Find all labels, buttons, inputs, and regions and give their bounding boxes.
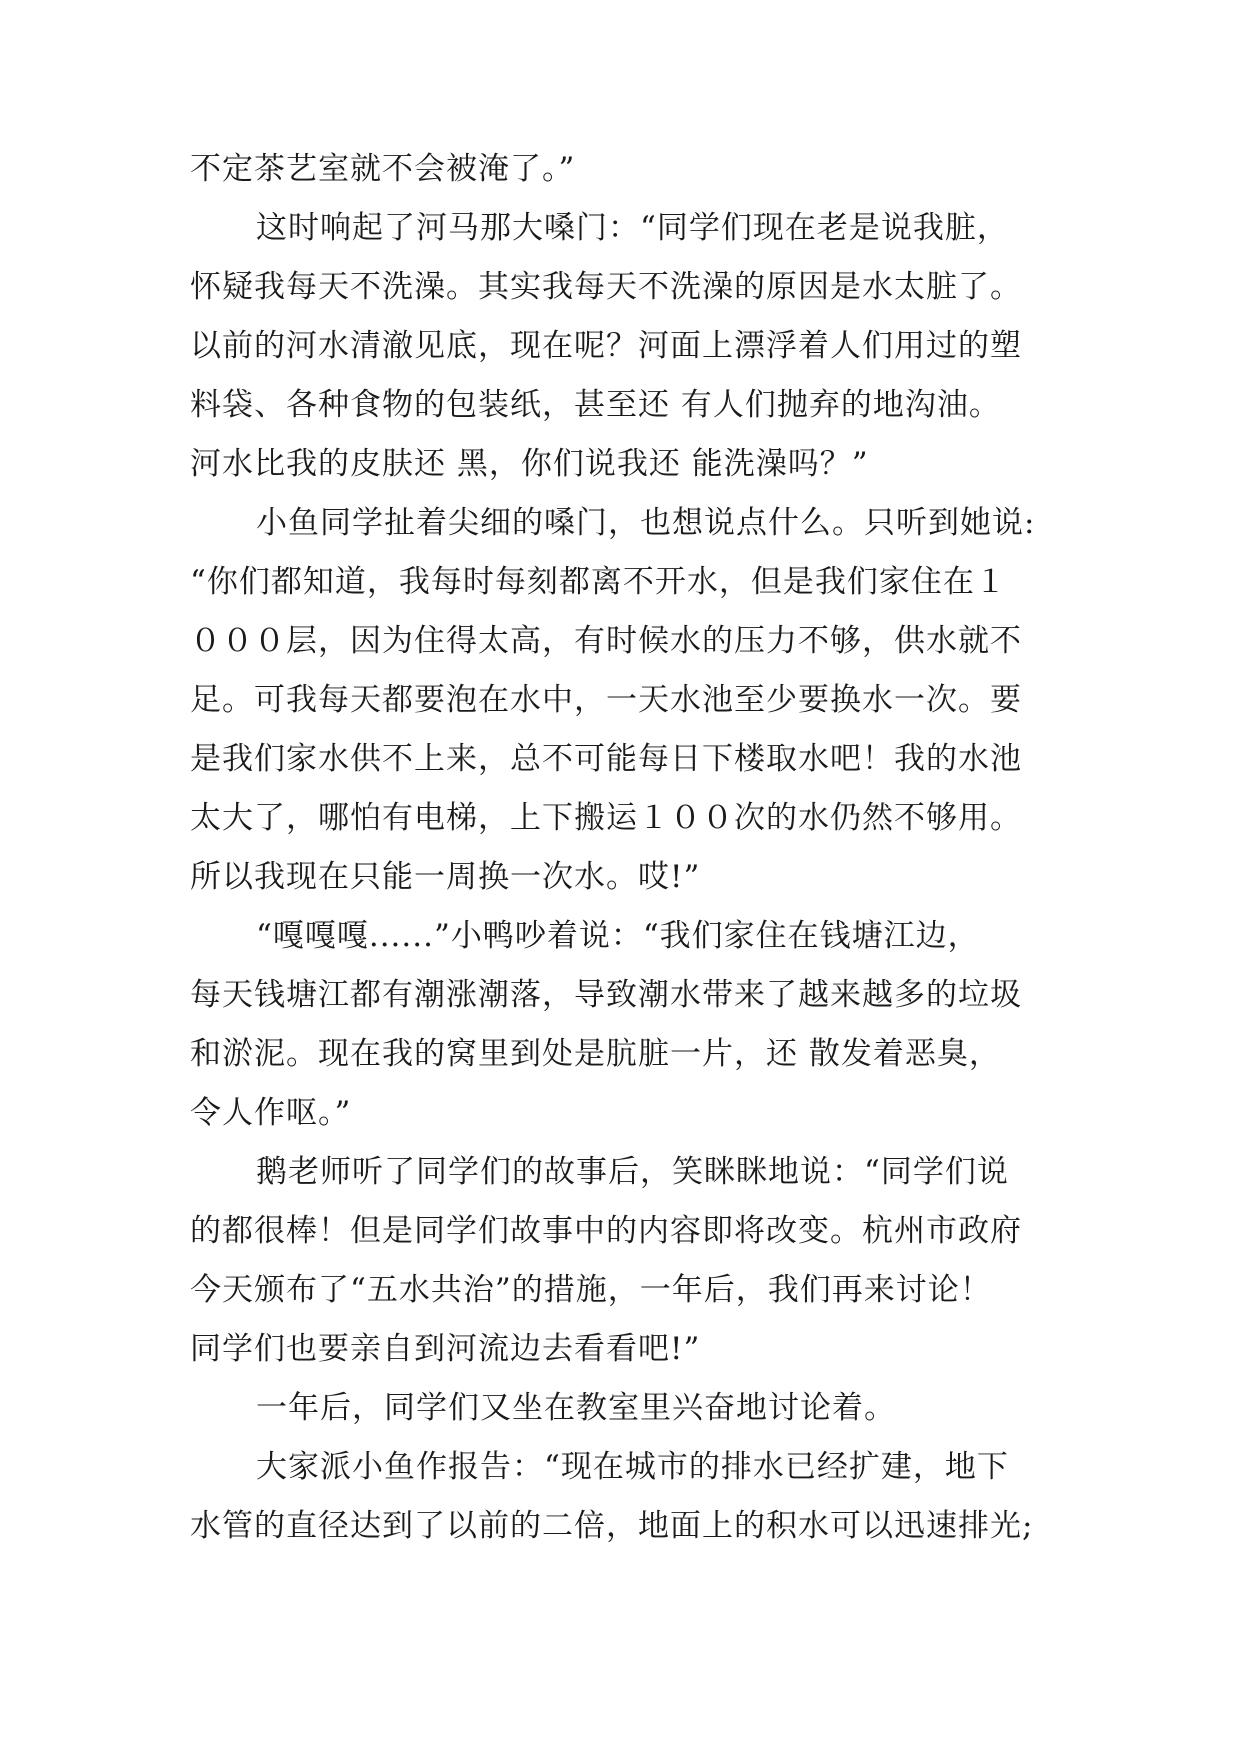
text-line: 的都很棒！但是同学们故事中的内容即将改变。杭州市政府	[190, 1213, 1022, 1249]
text-line: 今天颁布了“五水共治”的措施，一年后，我们再来讨论！	[190, 1272, 992, 1308]
text-line: 料袋、各种食物的包装纸，甚至还 有人们抛弃的地沟油。	[190, 387, 1001, 423]
text-line: 令人作呕。”	[190, 1095, 352, 1131]
text-line: 以前的河水清澈见底，现在呢？河面上漂浮着人们用过的塑	[190, 328, 1022, 364]
text-line: 同学们也要亲自到河流边去看看吧!”	[190, 1331, 701, 1367]
text-line: ０００层，因为住得太高，有时候水的压力不够，供水就不	[190, 623, 1022, 659]
text-line: 一年后，同学们又坐在教室里兴奋地讨论着。	[256, 1390, 896, 1426]
text-line: 足。可我每天都要泡在水中，一天水池至少要换水一次。要	[190, 682, 1022, 718]
text-line: 大家派小鱼作报告：“现在城市的排水已经扩建，地下	[256, 1449, 1009, 1485]
text-line: 太大了，哪怕有电梯，上下搬运１００次的水仍然不够用。	[190, 800, 1022, 836]
text-line: 怀疑我每天不洗澡。其实我每天不洗澡的原因是水太脏了。	[190, 269, 1022, 305]
text-line: 不定茶艺室就不会被淹了。”	[190, 151, 576, 187]
text-line: “你们都知道，我每时每刻都离不开水，但是我们家住在１	[190, 564, 1007, 600]
text-line: 河水比我的皮肤还 黑，你们说我还 能洗澡吗？”	[190, 446, 869, 482]
text-line: 和淤泥。现在我的窝里到处是肮脏一片，还 散发着恶臭，	[190, 1036, 1001, 1072]
text-line: 小鱼同学扯着尖细的嗓门，也想说点什么。只听到她说:	[256, 505, 1036, 541]
text-line: 所以我现在只能一周换一次水。哎!”	[190, 859, 701, 895]
text-line: 每天钱塘江都有潮涨潮落，导致潮水带来了越来越多的垃圾	[190, 977, 1022, 1013]
text-line: 水管的直径达到了以前的二倍，地面上的积水可以迅速排光;	[190, 1508, 1034, 1544]
text-line: “嘎嘎嘎......”小鸭吵着说：“我们家住在钱塘江边，	[256, 918, 980, 954]
text-line: 是我们家水供不上来，总不可能每日下楼取水吧！我的水池	[190, 741, 1022, 777]
text-line: 鹅老师听了同学们的故事后，笑眯眯地说：“同学们说	[256, 1154, 1009, 1190]
text-line: 这时响起了河马那大嗓门：“同学们现在老是说我脏，	[256, 210, 1009, 246]
body-text	[190, 140, 1070, 1556]
